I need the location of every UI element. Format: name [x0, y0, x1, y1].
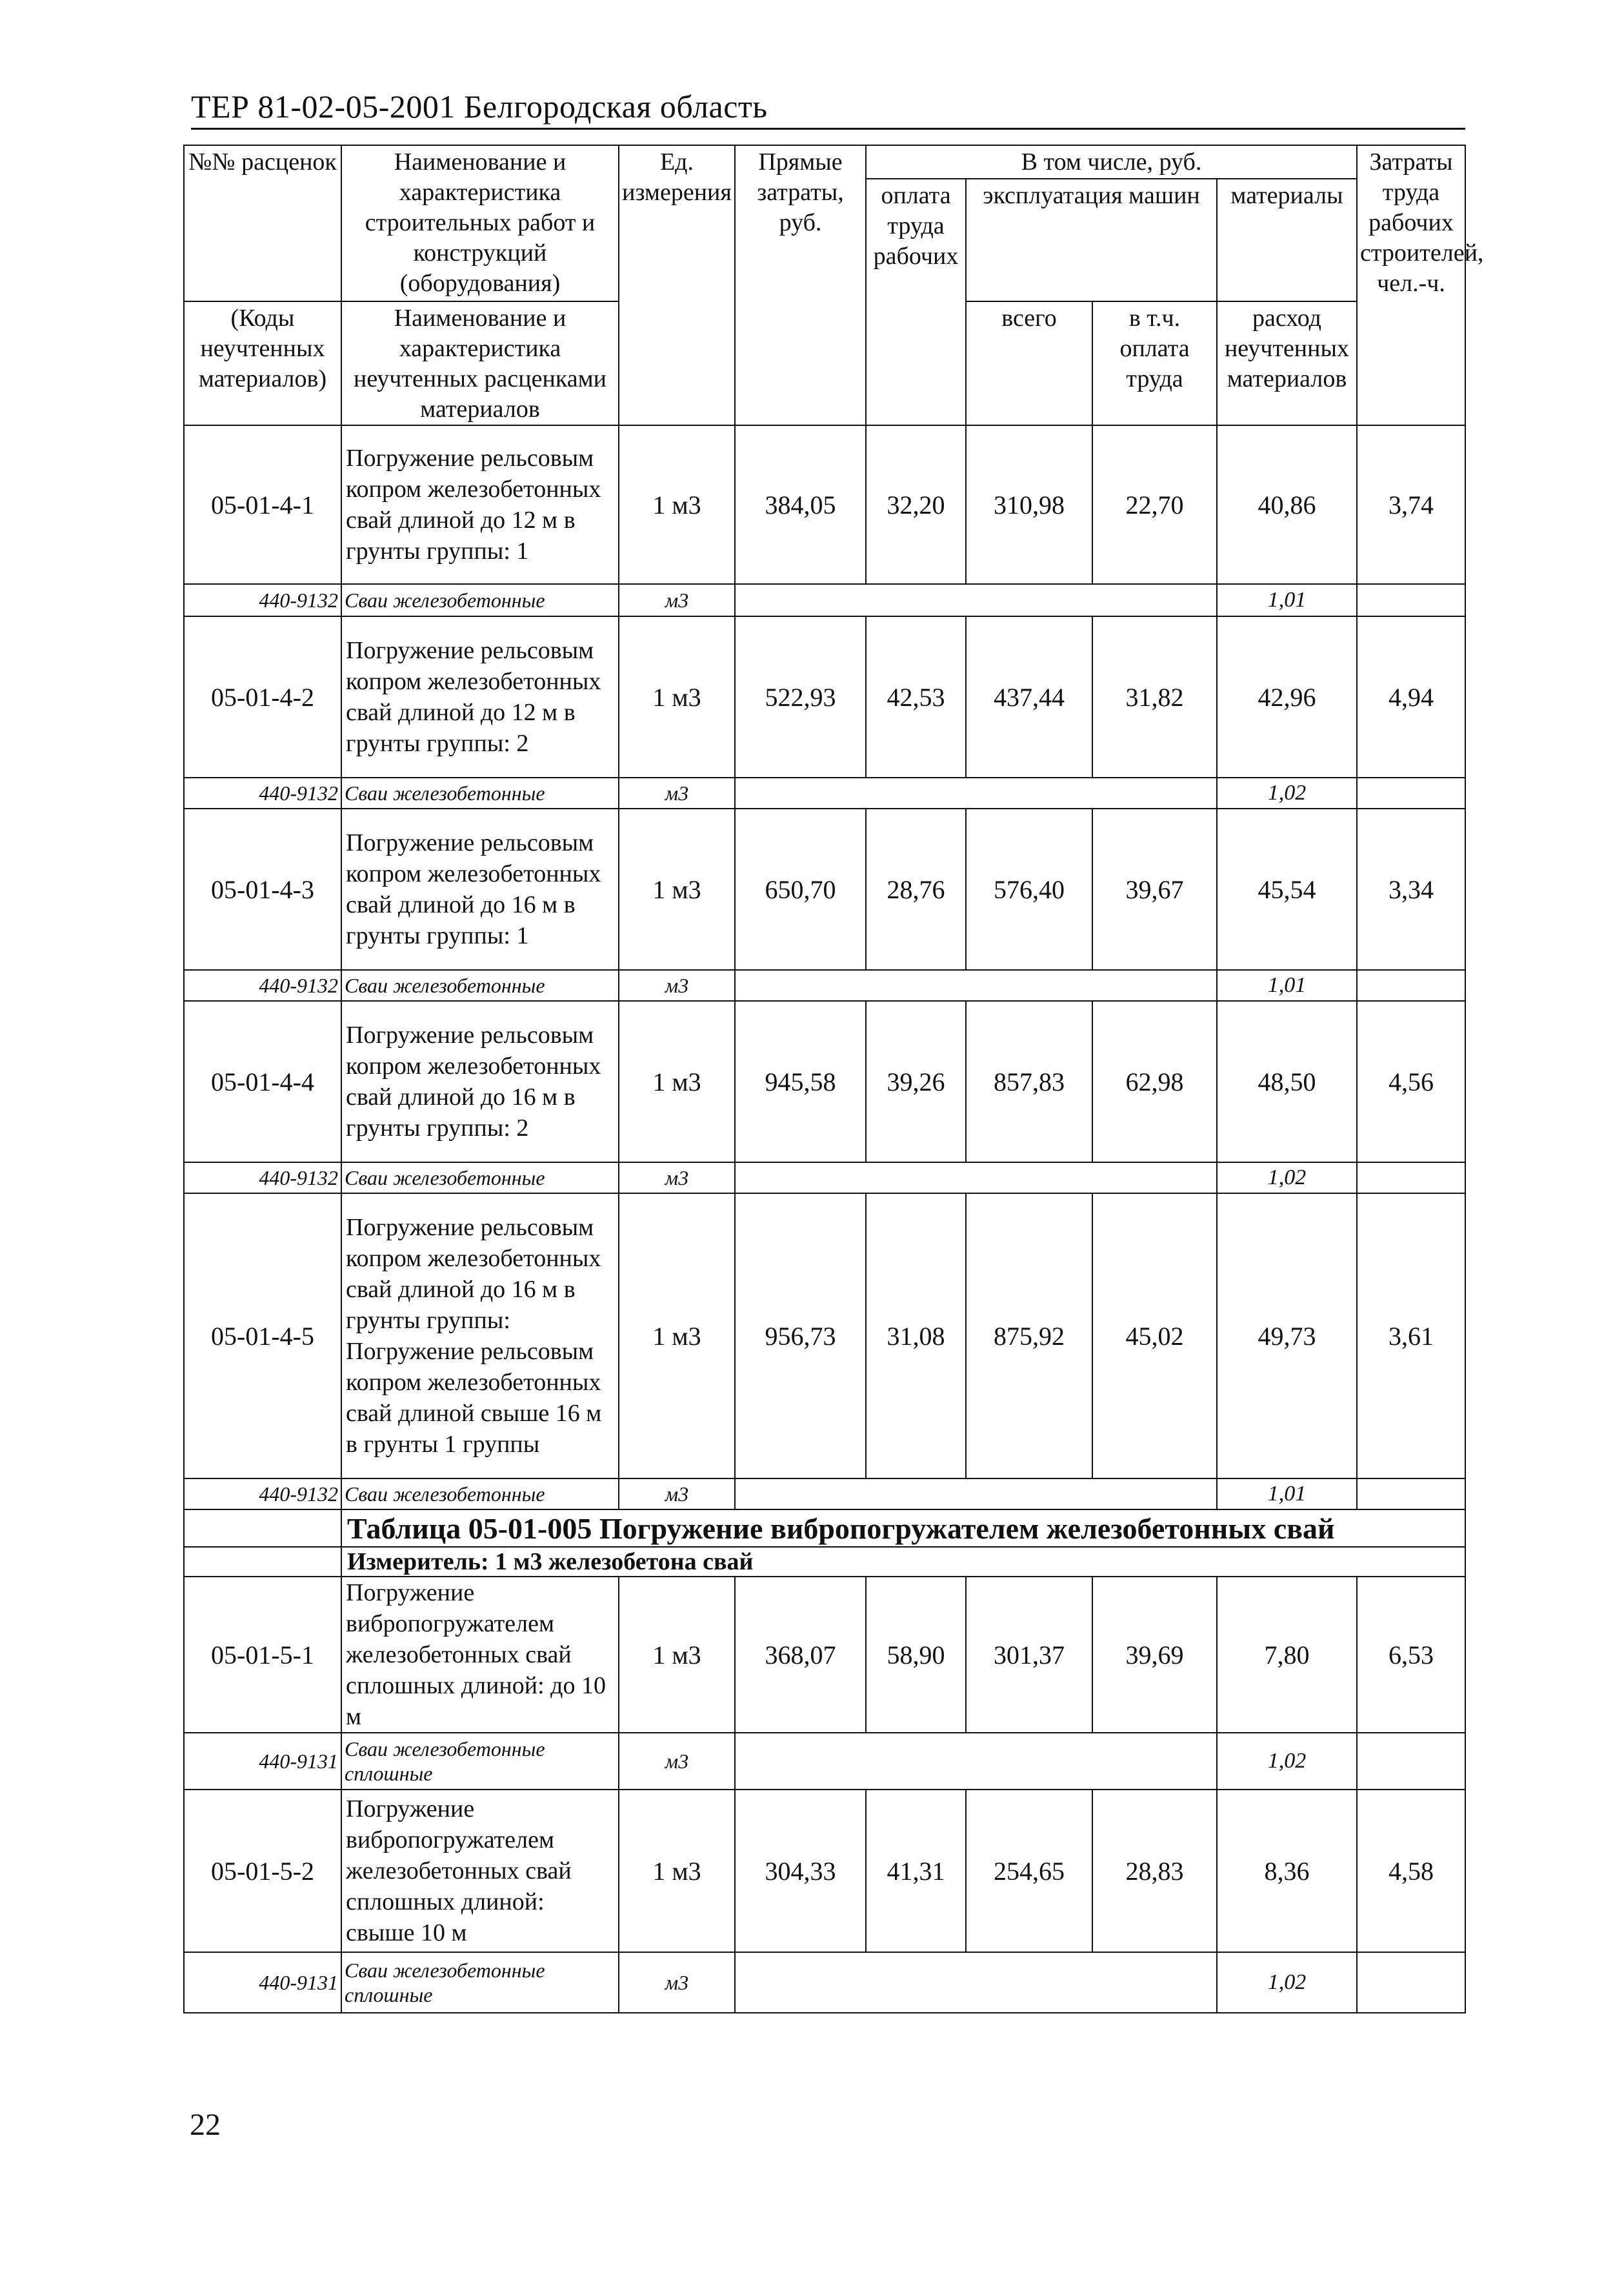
material-blank [1357, 778, 1465, 809]
col-mat-name-header: Наименование и характеристика неучтенных расценками материалов [341, 301, 619, 425]
rate-name: Погружение рельсовым копром железобетонных свай длиной до 16 м в грунты группы: Погружение рельсовым копром железобетонных свай длиной свыше 16 м в грунты 1 группы [341, 1193, 619, 1478]
table-row [184, 1577, 1465, 1733]
material-code: 440-9131 [184, 1952, 341, 2013]
material-blank [735, 584, 1217, 616]
material-unit: м3 [619, 1162, 735, 1193]
rate-unit: 1 м3 [619, 1193, 735, 1478]
material-blank [1357, 970, 1465, 1001]
rate-direct: 650,70 [735, 809, 866, 970]
rate-materials: 42,96 [1217, 616, 1357, 778]
material-qty: 1,02 [1217, 1952, 1357, 2013]
rate-materials: 48,50 [1217, 1001, 1357, 1162]
rate-direct: 522,93 [735, 616, 866, 778]
rate-machines-wages: 22,70 [1092, 425, 1217, 584]
table-row [184, 1790, 1465, 1952]
header-row-1 [184, 145, 1465, 179]
measure-blank [184, 1547, 341, 1577]
col-wages-header: оплата труда рабочих [866, 179, 966, 425]
table-title-row [184, 1509, 1465, 1547]
rate-machines: 310,98 [966, 425, 1092, 584]
rate-materials: 49,73 [1217, 1193, 1357, 1478]
material-blank [1357, 1162, 1465, 1193]
material-qty: 1,01 [1217, 970, 1357, 1001]
material-name: Сваи железобетонные сплошные [341, 1952, 619, 2013]
page-header [191, 83, 1465, 130]
material-qty: 1,02 [1217, 1162, 1357, 1193]
rate-direct: 368,07 [735, 1577, 866, 1733]
material-unit: м3 [619, 778, 735, 809]
col-machines-total-header: всего [966, 301, 1092, 425]
rate-wages: 28,76 [866, 809, 966, 970]
table-row [184, 809, 1465, 970]
rate-name: Погружение вибропогружателем железобетонных свай сплошных длиной: до 10 м [341, 1577, 619, 1733]
material-qty: 1,01 [1217, 1478, 1357, 1509]
rate-labor: 3,34 [1357, 809, 1465, 970]
rate-code: 05-01-5-1 [184, 1577, 341, 1733]
rate-machines: 857,83 [966, 1001, 1092, 1162]
rate-name: Погружение рельсовым копром железобетонных свай длиной до 16 м в грунты группы: 1 [341, 809, 619, 970]
col-mat-consumption-header: расход неучтенных материалов [1217, 301, 1357, 425]
material-blank [1357, 1952, 1465, 2013]
rate-machines: 301,37 [966, 1577, 1092, 1733]
rate-direct: 304,33 [735, 1790, 866, 1952]
rate-labor: 3,61 [1357, 1193, 1465, 1478]
rate-direct: 956,73 [735, 1193, 866, 1478]
table-row [184, 425, 1465, 584]
rate-labor: 4,94 [1357, 616, 1465, 778]
rate-code: 05-01-4-1 [184, 425, 341, 584]
rate-machines-wages: 45,02 [1092, 1193, 1217, 1478]
material-name: Сваи железобетонные [341, 584, 619, 616]
table-title: Таблица 05-01-005 Погружение вибропогружателем железобетонных свай [341, 1509, 1465, 1547]
rate-wages: 32,20 [866, 425, 966, 584]
rate-code: 05-01-4-2 [184, 616, 341, 778]
rate-code: 05-01-4-4 [184, 1001, 341, 1162]
material-blank [735, 970, 1217, 1001]
material-code: 440-9132 [184, 970, 341, 1001]
page-number: 22 [190, 2108, 221, 2142]
rate-unit: 1 м3 [619, 425, 735, 584]
material-row [184, 1162, 1465, 1193]
material-qty: 1,02 [1217, 1733, 1357, 1790]
material-blank [1357, 1733, 1465, 1790]
col-unit-header: Ед. измерения [619, 145, 735, 425]
material-code: 440-9132 [184, 778, 341, 809]
rate-unit: 1 м3 [619, 616, 735, 778]
material-blank [735, 778, 1217, 809]
material-row [184, 1733, 1465, 1790]
rate-materials: 45,54 [1217, 809, 1357, 970]
col-incl-header: В том числе, руб. [866, 145, 1357, 179]
material-unit: м3 [619, 1478, 735, 1509]
material-blank [735, 1162, 1217, 1193]
col-mat-code-header: (Коды неучтенных материалов) [184, 301, 341, 425]
rate-name: Погружение рельсовым копром железобетонных свай длиной до 12 м в грунты группы: 1 [341, 425, 619, 584]
table-row [184, 1001, 1465, 1162]
rate-direct: 384,05 [735, 425, 866, 584]
rate-unit: 1 м3 [619, 1790, 735, 1952]
table-row [184, 616, 1465, 778]
material-blank [735, 1478, 1217, 1509]
table-row [184, 1193, 1465, 1478]
material-unit: м3 [619, 1952, 735, 2013]
material-blank [735, 1733, 1217, 1790]
material-unit: м3 [619, 584, 735, 616]
col-machines-header: эксплуатация машин [966, 179, 1217, 301]
rate-wages: 58,90 [866, 1577, 966, 1733]
material-qty: 1,02 [1217, 778, 1357, 809]
rate-name: Погружение рельсовым копром железобетонных свай длиной до 12 м в грунты группы: 2 [341, 616, 619, 778]
rate-machines-wages: 31,82 [1092, 616, 1217, 778]
material-blank [1357, 584, 1465, 616]
rate-code: 05-01-5-2 [184, 1790, 341, 1952]
rate-wages: 41,31 [866, 1790, 966, 1952]
rate-machines: 254,65 [966, 1790, 1092, 1952]
rate-labor: 4,58 [1357, 1790, 1465, 1952]
rate-wages: 31,08 [866, 1193, 966, 1478]
material-name: Сваи железобетонные [341, 1162, 619, 1193]
rates-table [183, 145, 1484, 2013]
table-title-blank [184, 1509, 341, 1547]
col-labor-header: Затраты труда рабочих строителей, чел.-ч. [1357, 145, 1465, 425]
rate-direct: 945,58 [735, 1001, 866, 1162]
rate-machines-wages: 39,69 [1092, 1577, 1217, 1733]
col-materials-header: материалы [1217, 179, 1357, 301]
rate-unit: 1 м3 [619, 1001, 735, 1162]
rate-name: Погружение рельсовым копром железобетонных свай длиной до 16 м в грунты группы: 2 [341, 1001, 619, 1162]
rate-labor: 3,74 [1357, 425, 1465, 584]
material-row [184, 970, 1465, 1001]
rate-labor: 4,56 [1357, 1001, 1465, 1162]
material-name: Сваи железобетонные [341, 970, 619, 1001]
rate-wages: 39,26 [866, 1001, 966, 1162]
material-unit: м3 [619, 1733, 735, 1790]
rate-unit: 1 м3 [619, 809, 735, 970]
material-qty: 1,01 [1217, 584, 1357, 616]
measure-row [184, 1547, 1465, 1577]
rate-name: Погружение вибропогружателем железобетонных свай сплошных длиной: свыше 10 м [341, 1790, 619, 1952]
rate-materials: 8,36 [1217, 1790, 1357, 1952]
material-blank [735, 1952, 1217, 2013]
table-measure: Измеритель: 1 м3 железобетона свай [341, 1547, 1465, 1577]
material-code: 440-9132 [184, 584, 341, 616]
material-name: Сваи железобетонные сплошные [341, 1733, 619, 1790]
rate-code: 05-01-4-3 [184, 809, 341, 970]
rate-code: 05-01-4-5 [184, 1193, 341, 1478]
rate-materials: 40,86 [1217, 425, 1357, 584]
rate-machines: 576,40 [966, 809, 1092, 970]
rate-machines-wages: 62,98 [1092, 1001, 1217, 1162]
material-name: Сваи железобетонные [341, 778, 619, 809]
col-code-header: №№ расценок [184, 145, 341, 301]
material-blank [1357, 1478, 1465, 1509]
rate-unit: 1 м3 [619, 1577, 735, 1733]
col-direct-header: Прямые затраты, руб. [735, 145, 866, 425]
material-code: 440-9132 [184, 1478, 341, 1509]
rate-machines: 875,92 [966, 1193, 1092, 1478]
material-row [184, 1952, 1465, 2013]
rate-wages: 42,53 [866, 616, 966, 778]
material-row [184, 1478, 1465, 1509]
rate-machines-wages: 28,83 [1092, 1790, 1217, 1952]
page-header-title: ТЕР 81-02-05-2001 Белгородская область [191, 88, 768, 125]
col-name-header: Наименование и характеристика строительных работ и конструкций (оборудования) [341, 145, 619, 301]
material-unit: м3 [619, 970, 735, 1001]
rate-machines-wages: 39,67 [1092, 809, 1217, 970]
material-name: Сваи железобетонные [341, 1478, 619, 1509]
rate-machines: 437,44 [966, 616, 1092, 778]
material-code: 440-9131 [184, 1733, 341, 1790]
material-row [184, 778, 1465, 809]
material-code: 440-9132 [184, 1162, 341, 1193]
material-row [184, 584, 1465, 616]
col-machines-wages-header: в т.ч. оплата труда [1092, 301, 1217, 425]
rate-labor: 6,53 [1357, 1577, 1465, 1733]
rate-materials: 7,80 [1217, 1577, 1357, 1733]
